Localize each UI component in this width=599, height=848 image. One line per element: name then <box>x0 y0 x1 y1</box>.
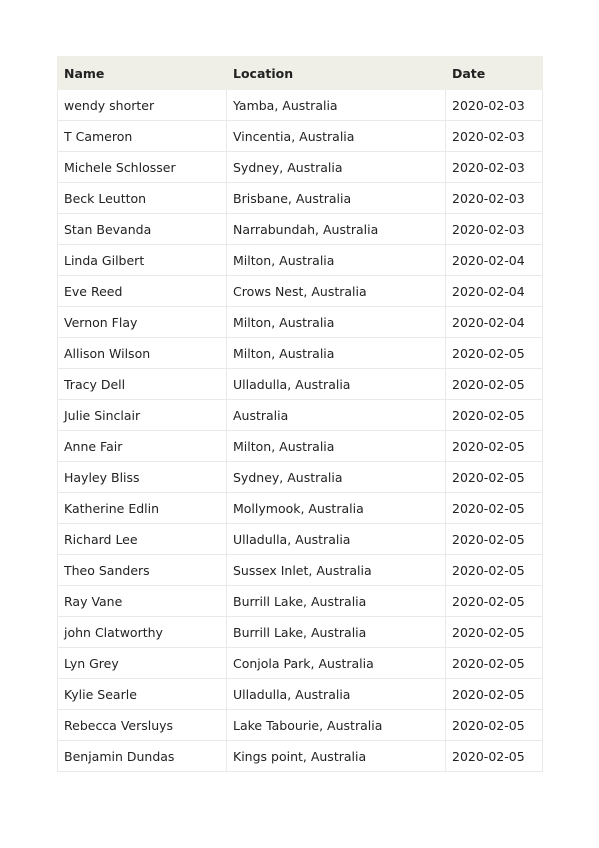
cell-date: 2020-02-05 <box>446 462 543 493</box>
cell-location: Sussex Inlet, Australia <box>227 555 446 586</box>
column-header-location: Location <box>227 57 446 90</box>
cell-name: wendy shorter <box>58 90 227 121</box>
table-row <box>58 338 543 369</box>
cell-date: 2020-02-04 <box>446 245 543 276</box>
cell-name: Eve Reed <box>58 276 227 307</box>
cell-date: 2020-02-05 <box>446 369 543 400</box>
cell-date: 2020-02-04 <box>446 307 543 338</box>
cell-date: 2020-02-05 <box>446 524 543 555</box>
table-row <box>58 90 543 121</box>
cell-location: Conjola Park, Australia <box>227 648 446 679</box>
table-row <box>58 214 543 245</box>
cell-date: 2020-02-03 <box>446 183 543 214</box>
cell-date: 2020-02-03 <box>446 152 543 183</box>
table-row <box>58 183 543 214</box>
cell-date: 2020-02-03 <box>446 121 543 152</box>
table-row <box>58 617 543 648</box>
table-row <box>58 152 543 183</box>
cell-date: 2020-02-05 <box>446 710 543 741</box>
table-row <box>58 741 543 772</box>
cell-date: 2020-02-04 <box>446 276 543 307</box>
table-row <box>58 369 543 400</box>
cell-name: Katherine Edlin <box>58 493 227 524</box>
cell-name: Lyn Grey <box>58 648 227 679</box>
cell-location: Ulladulla, Australia <box>227 369 446 400</box>
table-header <box>58 57 543 90</box>
table-row <box>58 524 543 555</box>
cell-name: Anne Fair <box>58 431 227 462</box>
cell-name: Benjamin Dundas <box>58 741 227 772</box>
cell-location: Burrill Lake, Australia <box>227 617 446 648</box>
cell-date: 2020-02-05 <box>446 555 543 586</box>
table-row <box>58 121 543 152</box>
cell-date: 2020-02-05 <box>446 400 543 431</box>
cell-name: Hayley Bliss <box>58 462 227 493</box>
cell-name: Beck Leutton <box>58 183 227 214</box>
cell-date: 2020-02-05 <box>446 431 543 462</box>
cell-location: Kings point, Australia <box>227 741 446 772</box>
cell-name: Linda Gilbert <box>58 245 227 276</box>
table-row <box>58 431 543 462</box>
cell-name: Richard Lee <box>58 524 227 555</box>
table-row <box>58 586 543 617</box>
cell-date: 2020-02-03 <box>446 214 543 245</box>
cell-date: 2020-02-05 <box>446 338 543 369</box>
cell-location: Mollymook, Australia <box>227 493 446 524</box>
cell-name: Michele Schlosser <box>58 152 227 183</box>
cell-location: Lake Tabourie, Australia <box>227 710 446 741</box>
cell-location: Australia <box>227 400 446 431</box>
cell-location: Milton, Australia <box>227 338 446 369</box>
header-row <box>58 57 543 90</box>
table-row <box>58 462 543 493</box>
cell-date: 2020-02-05 <box>446 617 543 648</box>
signatures-sheet <box>57 56 542 772</box>
table-row <box>58 276 543 307</box>
table-row <box>58 400 543 431</box>
cell-name: Tracy Dell <box>58 369 227 400</box>
table-row <box>58 245 543 276</box>
table-row <box>58 679 543 710</box>
cell-location: Milton, Australia <box>227 245 446 276</box>
table-body <box>58 90 543 772</box>
cell-date: 2020-02-05 <box>446 493 543 524</box>
table-row <box>58 493 543 524</box>
cell-name: Julie Sinclair <box>58 400 227 431</box>
cell-date: 2020-02-05 <box>446 679 543 710</box>
cell-location: Milton, Australia <box>227 307 446 338</box>
cell-date: 2020-02-03 <box>446 90 543 121</box>
table-row <box>58 648 543 679</box>
cell-name: Ray Vane <box>58 586 227 617</box>
cell-location: Crows Nest, Australia <box>227 276 446 307</box>
cell-name: Kylie Searle <box>58 679 227 710</box>
table-row <box>58 555 543 586</box>
column-header-name: Name <box>58 57 227 90</box>
cell-name: Allison Wilson <box>58 338 227 369</box>
cell-name: Theo Sanders <box>58 555 227 586</box>
cell-location: Yamba, Australia <box>227 90 446 121</box>
cell-name: john Clatworthy <box>58 617 227 648</box>
cell-location: Burrill Lake, Australia <box>227 586 446 617</box>
cell-date: 2020-02-05 <box>446 648 543 679</box>
cell-name: Stan Bevanda <box>58 214 227 245</box>
cell-location: Vincentia, Australia <box>227 121 446 152</box>
cell-location: Ulladulla, Australia <box>227 679 446 710</box>
table-row <box>58 307 543 338</box>
cell-name: Vernon Flay <box>58 307 227 338</box>
cell-location: Brisbane, Australia <box>227 183 446 214</box>
column-header-date: Date <box>446 57 543 90</box>
signatures-table <box>57 56 543 772</box>
cell-location: Narrabundah, Australia <box>227 214 446 245</box>
cell-date: 2020-02-05 <box>446 741 543 772</box>
cell-name: Rebecca Versluys <box>58 710 227 741</box>
cell-location: Ulladulla, Australia <box>227 524 446 555</box>
cell-location: Milton, Australia <box>227 431 446 462</box>
cell-location: Sydney, Australia <box>227 462 446 493</box>
table-row <box>58 710 543 741</box>
cell-location: Sydney, Australia <box>227 152 446 183</box>
cell-date: 2020-02-05 <box>446 586 543 617</box>
cell-name: T Cameron <box>58 121 227 152</box>
